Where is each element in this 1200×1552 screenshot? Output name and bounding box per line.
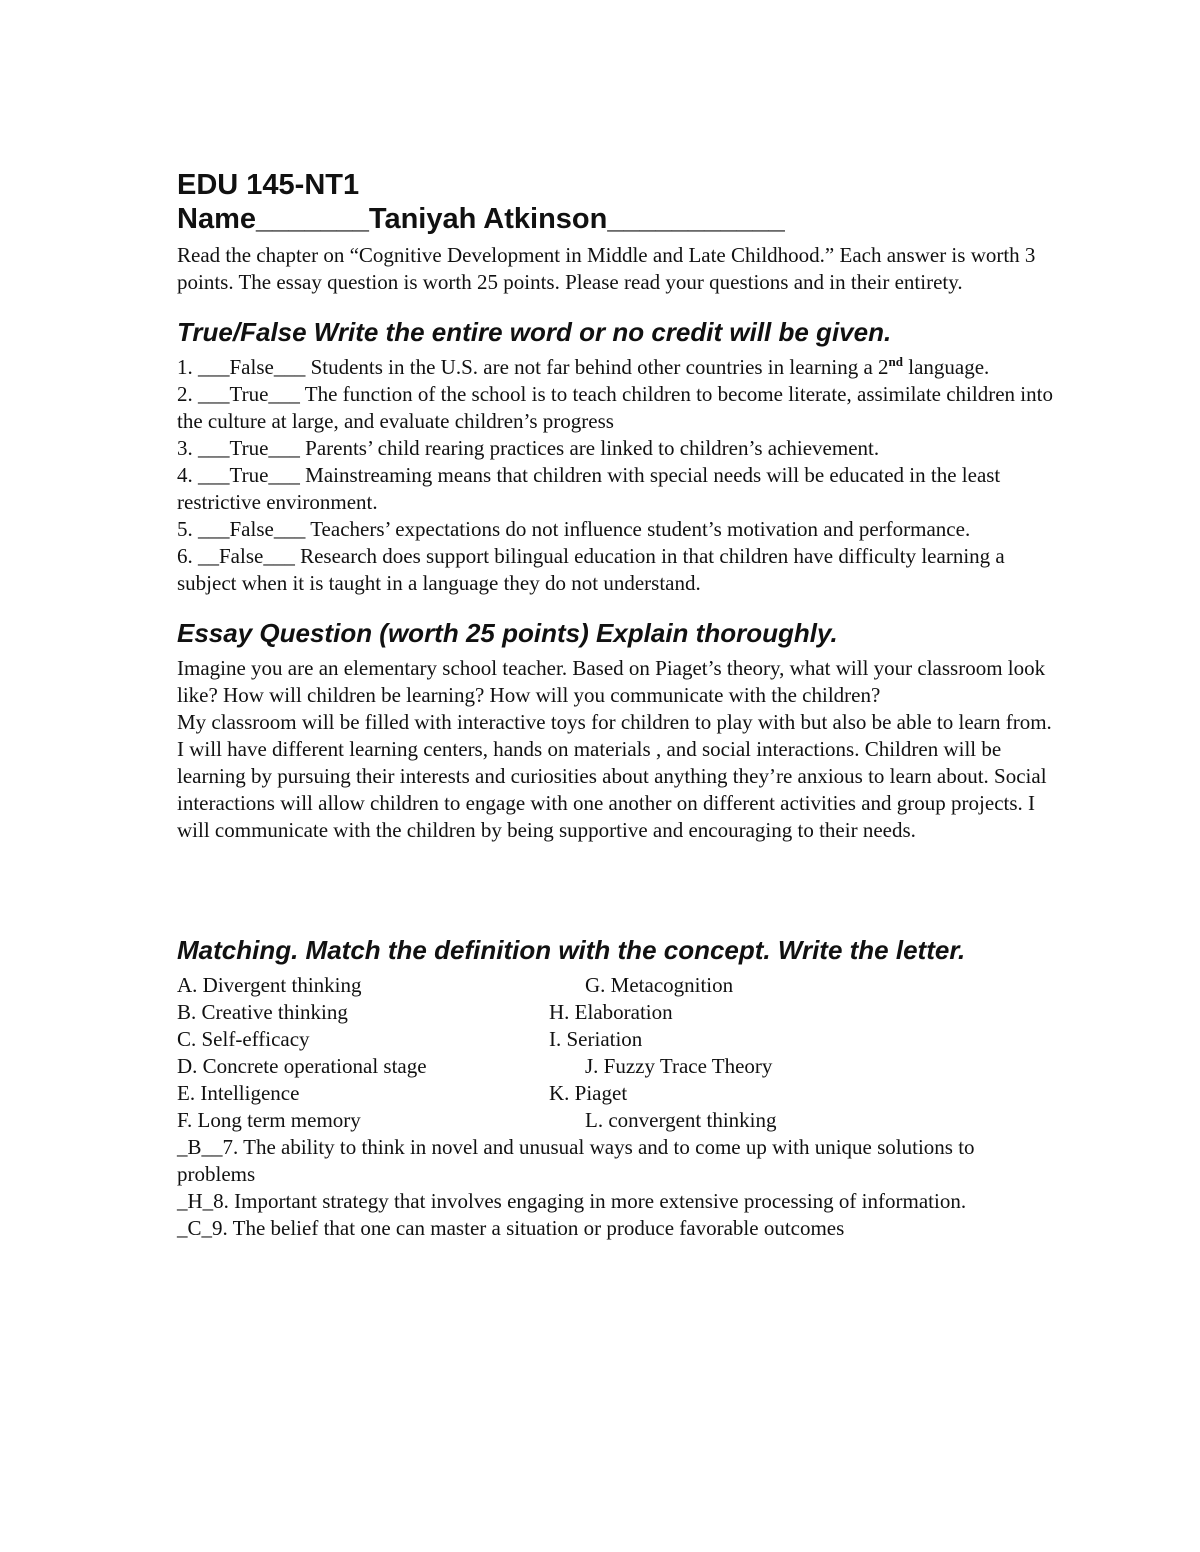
concept-k: K. Piaget — [549, 1081, 628, 1105]
instructions: Read the chapter on “Cognitive Development in Middle and Late Childhood.” Each answer is worth 3 points. The essay question is worth 25 points. Please read your questions and in their entirety. — [177, 243, 1036, 294]
true-false-item-3: 3. ___True___ Parents’ child rearing practices are linked to children’s achievement. — [177, 436, 880, 460]
document-page — [177, 168, 1057, 1242]
true-false-item-1: 1. ___False___ Students in the U.S. are not far behind other countries in learning a 2nd language. — [177, 354, 990, 379]
concept-g: G. Metacognition — [585, 973, 734, 997]
true-false-item-6: 6. __False___ Research does support bilingual education in that children have difficulty learning a subject when it is taught in a language they do not understand. — [177, 544, 1005, 595]
course-title: EDU 145-NT1 — [177, 169, 360, 201]
concept-f: F. Long term memory — [177, 1108, 361, 1132]
true-false-list — [177, 354, 1057, 597]
matching-answer-8: _H_8. Important strategy that involves engaging in more extensive processing of information. — [177, 1189, 967, 1213]
concept-c: C. Self-efficacy — [177, 1027, 310, 1051]
student-name-line: Name_______Taniyah Atkinson___________ — [177, 203, 785, 235]
true-false-item-5: 5. ___False___ Teachers’ expectations do not influence student’s motivation and performance. — [177, 517, 971, 541]
blank-space — [177, 844, 1057, 914]
concept-e: E. Intelligence — [177, 1081, 300, 1105]
true-false-item-2: 2. ___True___ The function of the school is to teach children to become literate, assimilate children into the culture at large, and evaluate children’s progress — [177, 382, 1053, 433]
concept-i: I. Seriation — [549, 1027, 643, 1051]
true-false-heading: True/False Write the entire word or no credit will be given. — [177, 317, 892, 347]
concept-b: B. Creative thinking — [177, 1000, 348, 1024]
matching-answer-7: _B__7. The ability to think in novel and unusual ways and to come up with unique solutions to problems — [177, 1135, 975, 1186]
matching-answers — [177, 1134, 1057, 1242]
concept-h: H. Elaboration — [549, 1000, 673, 1024]
essay-heading: Essay Question (worth 25 points) Explain thoroughly. — [177, 618, 838, 648]
concept-j: J. Fuzzy Trace Theory — [585, 1054, 773, 1078]
matching-heading: Matching. Match the definition with the concept. Write the letter. — [177, 935, 966, 965]
essay-question: Imagine you are an elementary school teacher. Based on Piaget’s theory, what will your classroom look like? How will children be learning? How will you communicate with the children? — [177, 656, 1046, 707]
matching-concepts — [177, 972, 1057, 1134]
concept-a: A. Divergent thinking — [177, 973, 362, 997]
essay-answer: My classroom will be filled with interactive toys for children to play with but also be able to learn from. I will have different learning centers, hands on materials , and social interactions. Children will be learning by pursuing their interests and curiosities about anything they’re anxious to learn about. Social interactions will allow children to engage with one another on different activities and group projects. I will communicate with the children by being supportive and encouraging to their needs. — [177, 710, 1052, 842]
matching-answer-9: _C_9. The belief that one can master a situation or produce favorable outcomes — [177, 1216, 845, 1240]
concept-l: L. convergent thinking — [585, 1108, 777, 1132]
true-false-item-4: 4. ___True___ Mainstreaming means that children with special needs will be educated in the least restrictive environment. — [177, 463, 1001, 514]
concept-d: D. Concrete operational stage — [177, 1054, 427, 1078]
